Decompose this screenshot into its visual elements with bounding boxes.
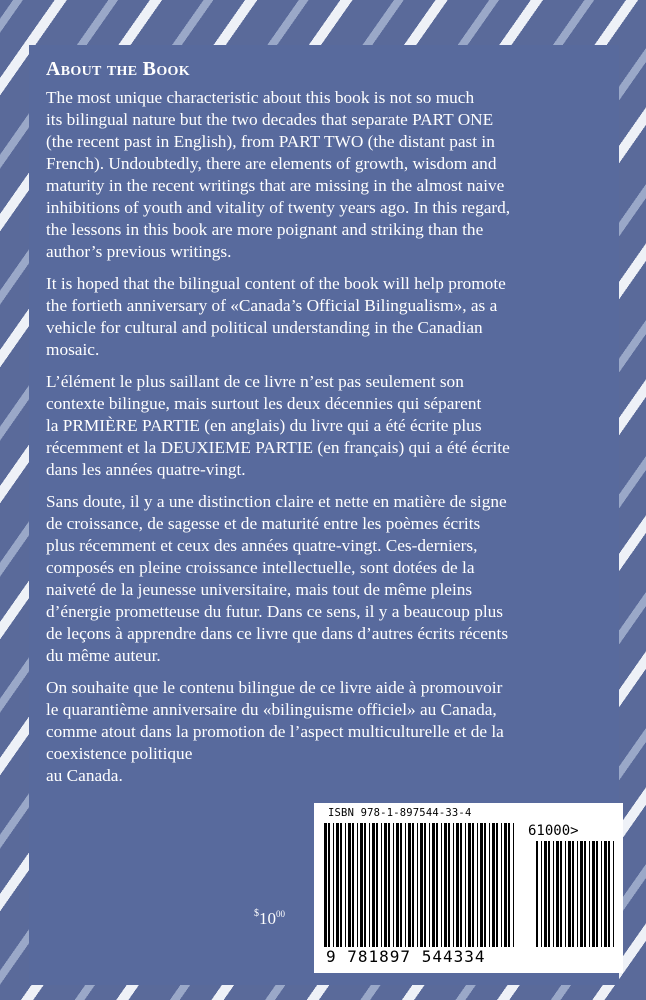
text-line: de croissance, de sagesse et de maturité entre les poèmes écrits xyxy=(46,514,481,533)
paragraph xyxy=(46,371,616,481)
text-line: vehicle for cultural and political understanding in the Canadian xyxy=(46,318,483,337)
text-line: comme atout dans la promotion de l’aspect multiculturelle et de la xyxy=(46,722,504,741)
text-line: plus récemment et ceux des années quatre-vingt. Ces-derniers, xyxy=(46,536,478,555)
text-line: (the recent past in English), from PART TWO (the distant past in xyxy=(46,132,495,151)
addon-barcode-bars xyxy=(536,841,616,947)
barcode xyxy=(314,803,623,973)
about-the-book-section xyxy=(46,58,616,797)
text-line: the lessons in this book are more poignant and striking than the xyxy=(46,220,484,239)
paragraph xyxy=(46,677,616,787)
price-amount: 10 xyxy=(259,909,276,928)
text-line: naiveté de la jeunesse universitaire, mais tout de même pleins xyxy=(46,580,473,599)
text-line: de leçons à apprendre dans ce livre que dans d’autres écrits récents xyxy=(46,624,509,643)
text-line: du même auteur. xyxy=(46,646,161,665)
text-line: maturity in the recent writings that are missing in the almost naive xyxy=(46,176,505,195)
price-currency: $ xyxy=(254,908,259,919)
ean-barcode-bars xyxy=(324,823,516,947)
text-line: le quarantième anniversaire du «bilinguisme officiel» au Canada, xyxy=(46,700,497,719)
text-line: It is hoped that the bilingual content of the book will help promote xyxy=(46,274,506,293)
text-line: L’élément le plus saillant de ce livre n’est pas seulement son xyxy=(46,372,464,391)
text-line: The most unique characteristic about this book is not so much xyxy=(46,88,475,107)
addon-number: 61000> xyxy=(528,823,579,839)
paragraph xyxy=(46,273,616,361)
body-text xyxy=(46,87,616,787)
paragraph xyxy=(46,87,616,263)
text-line: inhibitions of youth and vitality of twenty years ago. In this regard, xyxy=(46,198,511,217)
text-line: the fortieth anniversary of «Canada’s Official Bilingualism», as a xyxy=(46,296,498,315)
ean-number: 9 781897 544334 xyxy=(326,947,486,966)
price-label xyxy=(254,908,285,929)
price-cents: 00 xyxy=(276,909,285,919)
isbn-label: ISBN 978-1-897544-33-4 xyxy=(328,807,472,819)
text-line: Sans doute, il y a une distinction claire et nette en matière de signe xyxy=(46,492,507,511)
text-line: coexistence politique xyxy=(46,744,193,763)
text-line: On souhaite que le contenu bilingue de ce livre aide à promouvoir xyxy=(46,678,503,697)
text-line: its bilingual nature but the two decades that separate PART ONE xyxy=(46,110,494,129)
text-line: dans les années quatre-vingt. xyxy=(46,460,246,479)
text-line: récemment et la DEUXIEME PARTIE (en français) qui a été écrite xyxy=(46,438,510,457)
paragraph xyxy=(46,491,616,667)
text-line: la PRMIÈRE PARTIE (en anglais) du livre qui a été écrite plus xyxy=(46,416,482,435)
section-heading: About the Book xyxy=(46,58,190,80)
text-line: d’énergie prometteuse du futur. Dans ce sens, il y a beaucoup plus xyxy=(46,602,504,621)
text-line: composés en pleine croissance intellectuelle, sont dotées de la xyxy=(46,558,475,577)
text-line: mosaic. xyxy=(46,340,100,359)
text-line: French). Undoubtedly, there are elements of growth, wisdom and xyxy=(46,154,497,173)
text-line: contexte bilingue, mais surtout les deux décennies qui séparent xyxy=(46,394,482,413)
text-line: author’s previous writings. xyxy=(46,242,232,261)
text-line: au Canada. xyxy=(46,766,123,785)
